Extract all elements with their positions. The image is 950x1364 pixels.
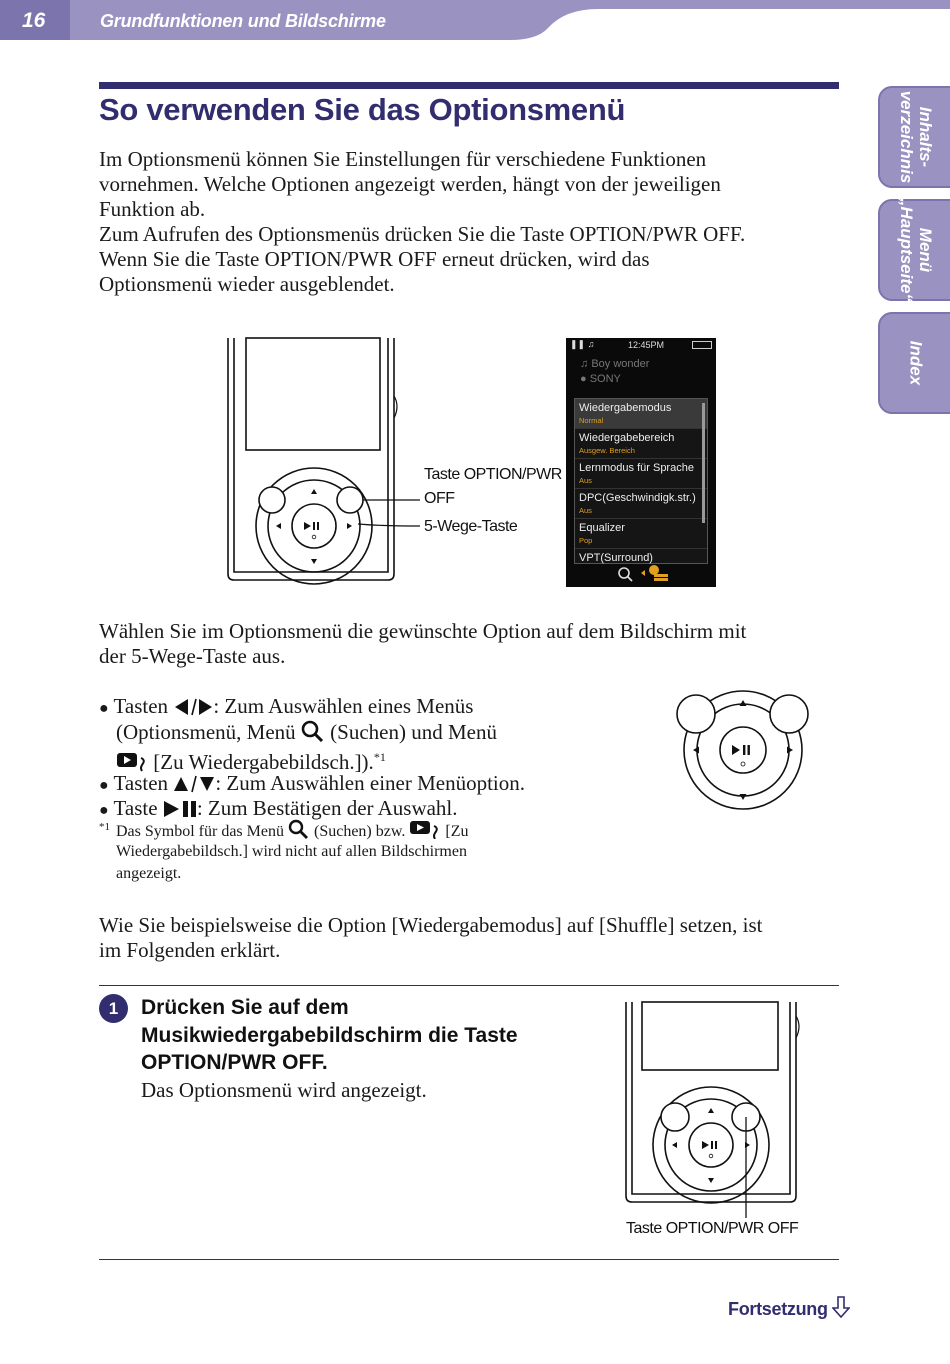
page-header [0, 0, 950, 40]
menu-item-dpc[interactable] [575, 489, 707, 519]
menu-item-title: Wiedergabebereich [579, 432, 675, 444]
step-body: Das Optionsmenü wird angezeigt. [141, 1078, 427, 1102]
continuation-label: Fortsetzung [728, 1299, 828, 1319]
bullet-up-down: ● Tasten : Zum Auswählen einer Menüoption. [99, 770, 526, 795]
intro-line: Optionsmenü wieder ausgeblendet. [99, 272, 395, 296]
option-menu [574, 398, 708, 564]
bullet-dot: ● [99, 700, 109, 717]
search-icon [301, 720, 325, 742]
tab-menu-hauptseite[interactable] [878, 199, 950, 301]
clock: 12:45PM [628, 340, 665, 350]
tab-label: verzeichnis [897, 90, 916, 184]
page-number: 16 [22, 9, 46, 32]
menu-item-title: VPT(Surround) [579, 552, 653, 564]
bullet-play-pause: ● Taste : Zum Bestätigen der Auswahl. [99, 796, 458, 820]
tab-label: „Hauptseite“ [897, 198, 916, 302]
intro-line: vornehmen. Welche Optionen angezeigt werden, hängt von der jeweiligen [99, 172, 721, 196]
five-way-key-illustration [672, 688, 812, 812]
pause-music-icon: ❚❚ ♫ [570, 339, 595, 349]
title-rule [99, 82, 839, 89]
bullet-left-right: ● Tasten : Zum Auswählen eines Menüs [99, 694, 474, 718]
now-playing-icon [409, 819, 441, 839]
menu-item-lernmodus[interactable] [575, 459, 707, 489]
option-icon [649, 565, 668, 581]
tab-label: Menü [916, 227, 935, 273]
step-rule-top [99, 985, 839, 986]
menu-item-title: Equalizer [579, 522, 625, 534]
intro-line: Zum Aufrufen des Optionsmenüs drücken Sie die Taste OPTION/PWR OFF. [99, 222, 746, 246]
menu-scrollbar[interactable] [702, 403, 705, 523]
page-title: So verwenden Sie das Optionsmenü [99, 92, 626, 127]
intro-line: Im Optionsmenü können Sie Einstellungen für verschiedene Funktionen [99, 147, 707, 171]
footnote-line: angezeigt. [116, 865, 182, 882]
search-icon [288, 819, 310, 839]
footnote-mark: *1 [99, 821, 110, 833]
choose-line: der 5-Wege-Taste aus. [99, 644, 286, 668]
menu-item-value: Aus [579, 476, 592, 485]
choose-line: Wählen Sie im Optionsmenü die gewünschte Option auf dem Bildschirm mit [99, 619, 747, 643]
label-option-key-step: Taste OPTION/PWR OFF [626, 1220, 799, 1237]
menu-item-value: Normal [579, 416, 604, 425]
menu-item-title: Lernmodus für Sprache [579, 462, 694, 474]
player-step-illustration [620, 1000, 800, 1220]
footnote-line: Wiedergabebildsch.] wird nicht auf allen Bildschirmen [116, 843, 467, 860]
step-heading: Drücken Sie auf dem Musikwiedergabebildschirm die Taste OPTION/PWR OFF. [141, 996, 518, 1074]
up-down-arrow-icon [173, 775, 215, 793]
menu-item-title: DPC(Geschwindigk.str.) [579, 492, 696, 504]
menu-item-value: Ausgew. Bereich [579, 446, 635, 455]
device-screen [566, 338, 716, 587]
tab-index[interactable] [878, 312, 950, 414]
search-icon [619, 568, 632, 581]
artist-name: SONY [589, 373, 621, 385]
step-rule-bottom [99, 1259, 839, 1260]
label-option-key: Taste OPTION/PWR [424, 466, 562, 483]
menu-item-equalizer[interactable] [575, 519, 707, 549]
label-5way-key: 5-Wege-Taste [424, 518, 518, 535]
menu-item-title: Wiedergabemodus [579, 402, 672, 414]
example-line: im Folgenden erklärt. [99, 938, 281, 962]
now-playing-icon [116, 750, 148, 772]
menu-item-wiedergabemodus[interactable] [575, 399, 707, 429]
label-option-key-cont: OFF [424, 490, 455, 507]
artist-icon: ● [580, 373, 590, 385]
tab-inhaltsverzeichnis[interactable] [878, 86, 950, 188]
play-pause-icon [163, 800, 197, 818]
screen-bottom-icons [616, 564, 676, 584]
menu-item-value: Aus [579, 506, 592, 515]
left-right-arrow-icon [173, 698, 213, 716]
arrow-down-icon [832, 1296, 850, 1318]
track-title: Boy wonder [591, 358, 650, 370]
note-icon: ♫ [580, 358, 592, 370]
menu-item-value: Pop [579, 536, 593, 545]
section-title: Grundfunktionen und Bildschirme [100, 11, 386, 31]
continuation-link[interactable] [728, 1296, 850, 1320]
tab-label: Index [906, 340, 926, 386]
battery-icon [692, 341, 712, 349]
menu-item-wiedergabebereich[interactable] [575, 429, 707, 459]
status-bar [570, 339, 712, 351]
example-line: Wie Sie beispielsweise die Option [Wiedergabemodus] auf [Shuffle] setzen, ist [99, 913, 763, 937]
intro-line: Wenn Sie die Taste OPTION/PWR OFF erneut drücken, wird das [99, 247, 650, 271]
player-illustration [220, 336, 420, 586]
intro-line: Funktion ab. [99, 197, 206, 221]
step-number: 1 [99, 994, 128, 1023]
tab-label: Inhalts- [916, 106, 935, 168]
